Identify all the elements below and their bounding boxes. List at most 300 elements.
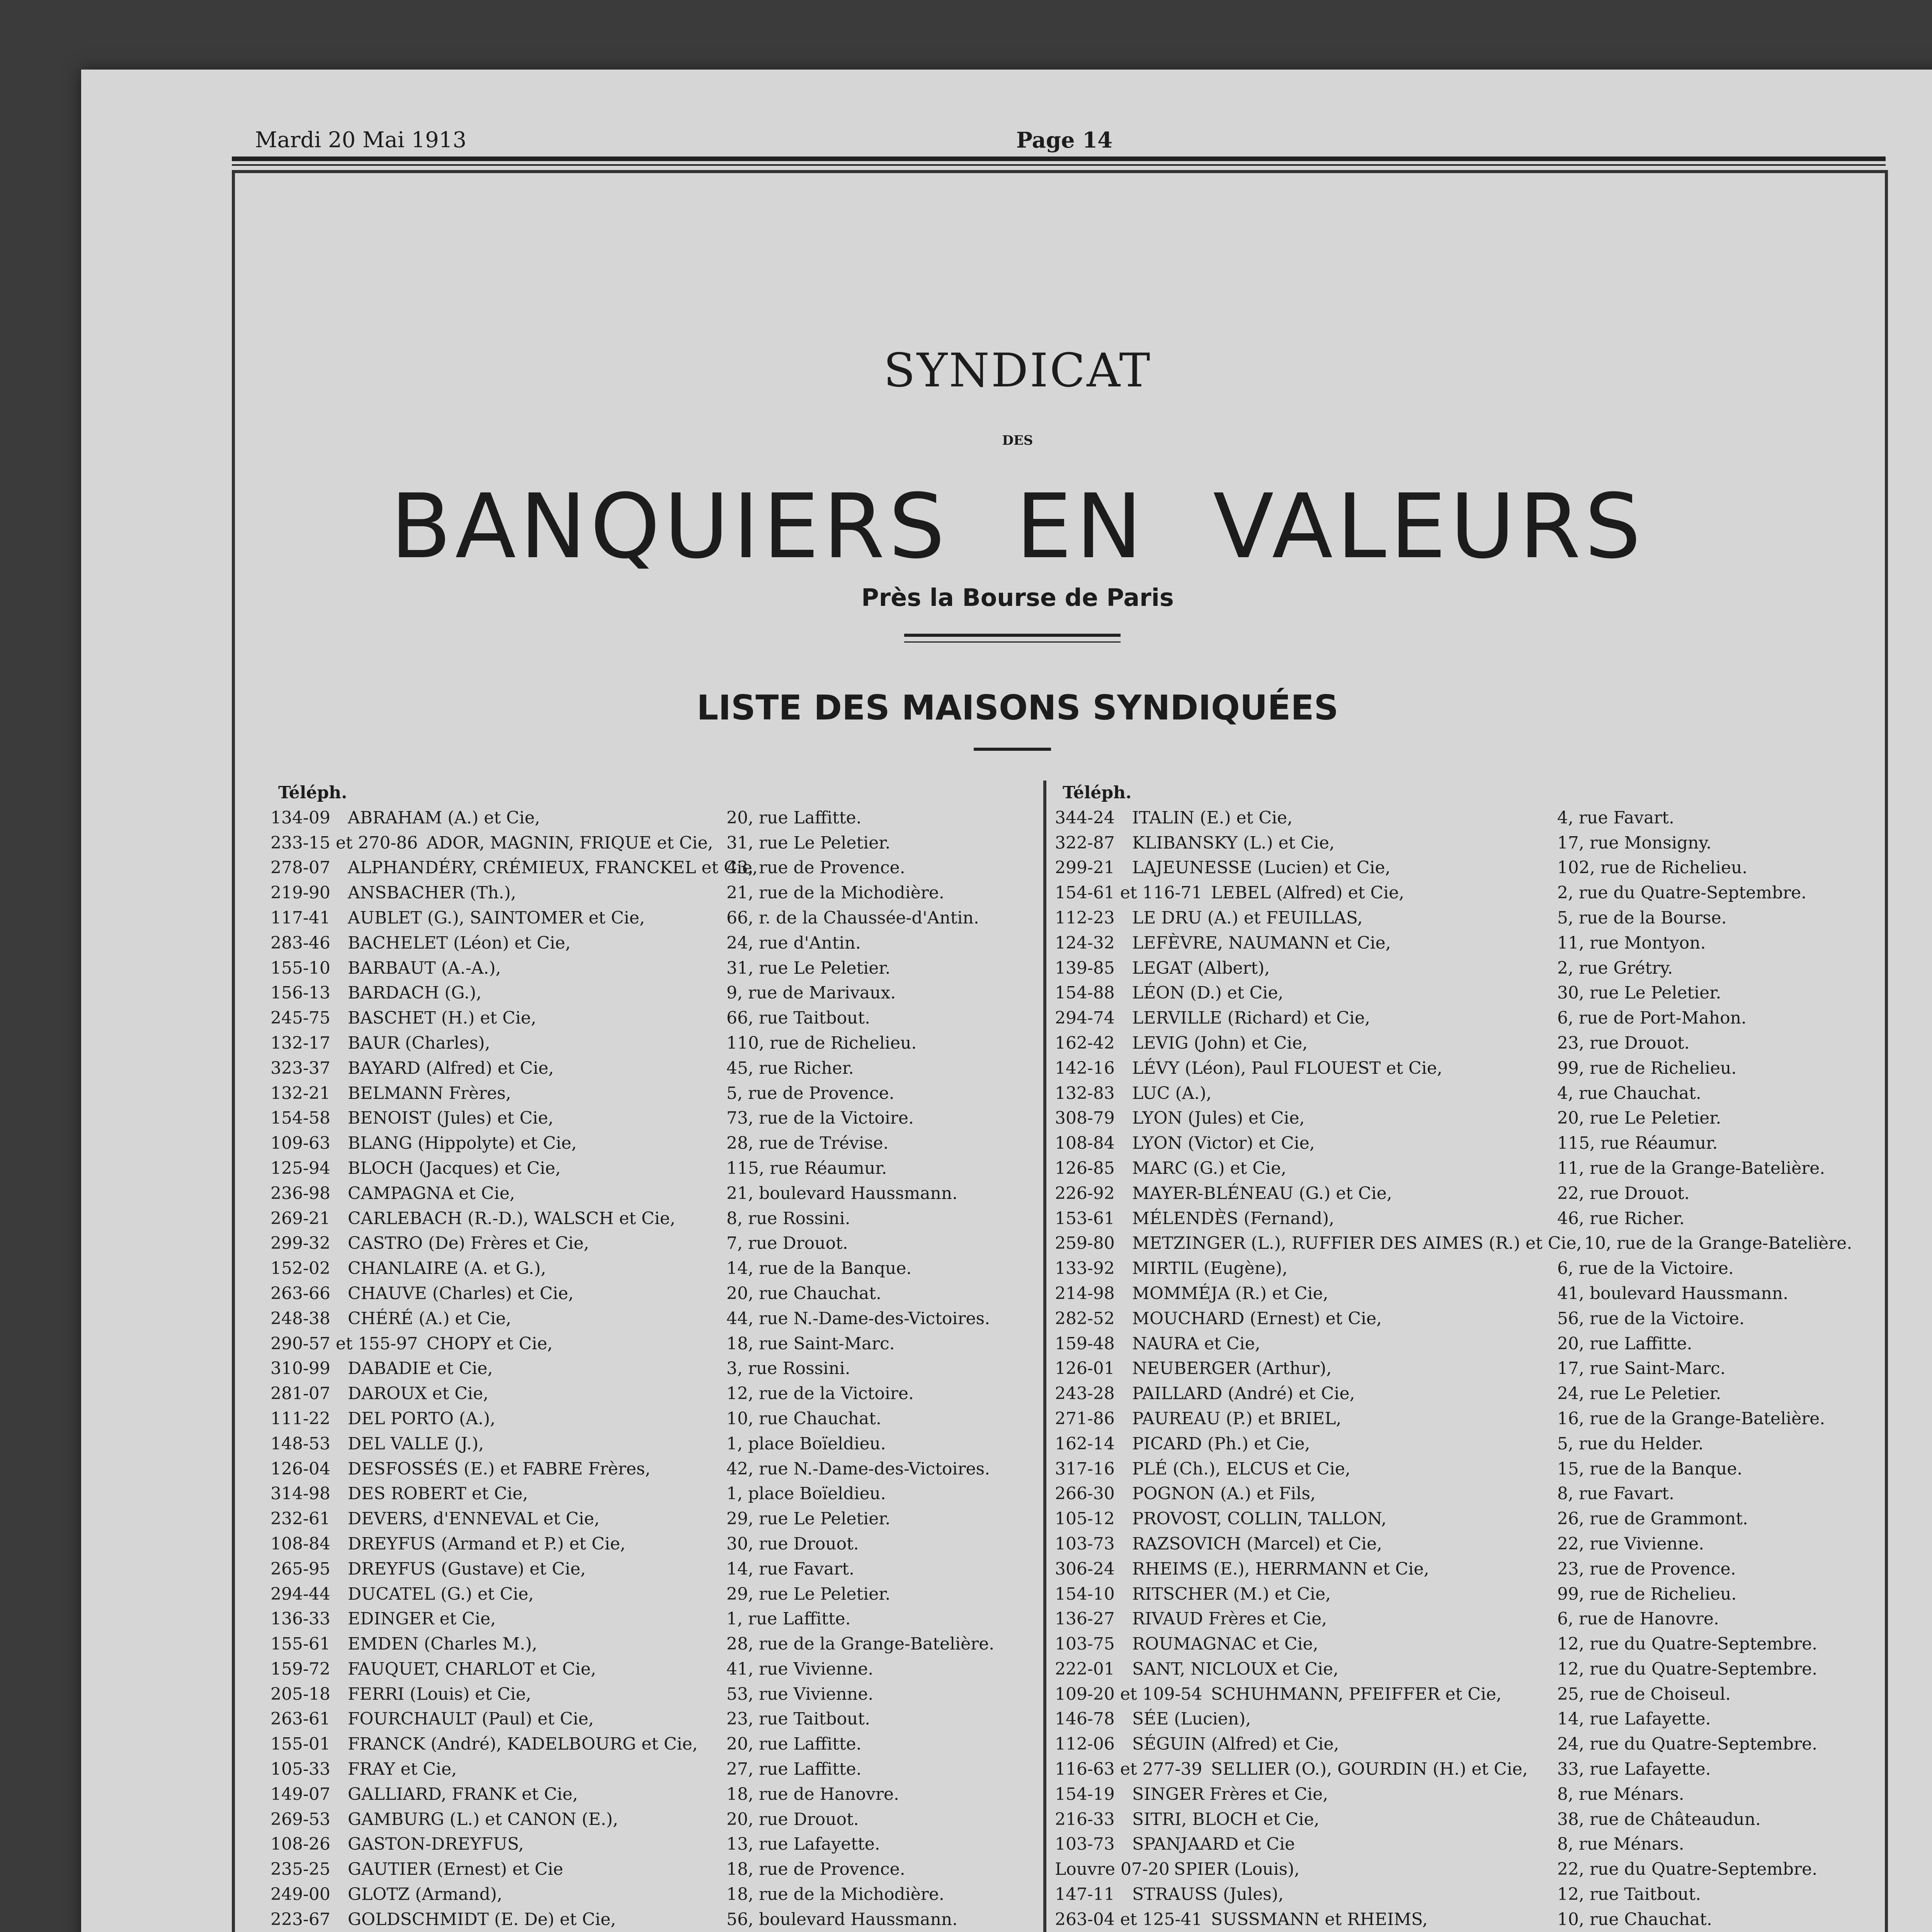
member-name: PAILLARD (André) et Cie, bbox=[1132, 1384, 1355, 1404]
member-name: BELMANN Frères, bbox=[348, 1083, 511, 1103]
member-address: 99, rue de Richelieu. bbox=[1557, 1584, 1737, 1604]
member-address: 24, rue Le Peletier. bbox=[1557, 1384, 1721, 1404]
member-address: 24, rue du Quatre-Septembre. bbox=[1557, 1734, 1818, 1754]
member-address: 13, rue Lafayette. bbox=[726, 1834, 880, 1854]
member-address: 45, rue Richer. bbox=[726, 1058, 854, 1078]
member-entry bbox=[270, 806, 1036, 831]
member-address: 5, rue de la Bourse. bbox=[1557, 908, 1727, 928]
member-address: 66, rue Taitbout. bbox=[726, 1008, 870, 1028]
member-address: 28, rue de Trévise. bbox=[726, 1133, 889, 1153]
member-telephone: 233-15 et 270-86 bbox=[270, 833, 418, 853]
member-telephone: 219-90 bbox=[270, 883, 330, 903]
title-rule bbox=[904, 634, 1121, 637]
member-name: FRAY et Cie, bbox=[348, 1759, 457, 1779]
member-name: BASCHET (H.) et Cie, bbox=[348, 1008, 536, 1028]
member-address: 115, rue Réaumur. bbox=[726, 1158, 887, 1178]
member-name: BARDACH (G.), bbox=[348, 983, 482, 1003]
member-entry bbox=[1055, 1707, 1870, 1732]
member-telephone: 223-67 bbox=[270, 1909, 330, 1929]
telephone-heading: Téléph. bbox=[278, 783, 347, 803]
member-telephone: 125-94 bbox=[270, 1158, 330, 1178]
member-telephone: 156-13 bbox=[270, 983, 330, 1003]
member-telephone: 162-42 bbox=[1055, 1033, 1115, 1053]
member-address: 110, rue de Richelieu. bbox=[726, 1033, 917, 1053]
member-name: LE DRU (A.) et FEUILLAS, bbox=[1132, 908, 1363, 928]
member-name: ITALIN (E.) et Cie, bbox=[1132, 808, 1293, 828]
member-name: RHEIMS (E.), HERRMANN et Cie, bbox=[1132, 1559, 1429, 1579]
member-name: PROVOST, COLLIN, TALLON, bbox=[1132, 1509, 1387, 1529]
member-name: BAUR (Charles), bbox=[348, 1033, 490, 1053]
member-telephone: 317-16 bbox=[1055, 1459, 1115, 1479]
member-address: 23, rue de Provence. bbox=[1557, 1559, 1736, 1579]
member-name: RAZSOVICH (Marcel) et Cie, bbox=[1132, 1534, 1382, 1554]
member-entry bbox=[1055, 1306, 1870, 1332]
member-telephone: 152-02 bbox=[270, 1259, 330, 1279]
member-address: 42, rue N.-Dame-des-Victoires. bbox=[726, 1459, 990, 1479]
members-list-left bbox=[270, 781, 1036, 1932]
member-address: 7, rue Drouot. bbox=[726, 1233, 848, 1253]
member-name: SUSSMANN et RHEIMS, bbox=[1211, 1909, 1428, 1929]
member-address: 21, rue de la Michodière. bbox=[726, 883, 944, 903]
member-name: GALLIARD, FRANK et Cie, bbox=[348, 1784, 578, 1804]
member-telephone: 299-21 bbox=[1055, 858, 1115, 878]
member-telephone: 132-21 bbox=[270, 1083, 330, 1103]
member-address: 24, rue d'Antin. bbox=[726, 933, 861, 953]
member-name: GLOTZ (Armand), bbox=[348, 1884, 502, 1905]
member-telephone: 290-57 et 155-97 bbox=[270, 1333, 418, 1354]
member-name: MÉLENDÈS (Fernand), bbox=[1132, 1208, 1335, 1228]
member-entry bbox=[1055, 1406, 1870, 1432]
member-name: STRAUSS (Jules), bbox=[1132, 1884, 1284, 1905]
member-entry bbox=[270, 1006, 1036, 1031]
member-entry bbox=[270, 1557, 1036, 1582]
member-telephone: 235-25 bbox=[270, 1859, 330, 1879]
member-address: 2, rue Grétry. bbox=[1557, 958, 1673, 978]
member-name: DEL PORTO (A.), bbox=[348, 1408, 496, 1429]
member-address: 41, rue Vivienne. bbox=[726, 1659, 874, 1679]
member-entry bbox=[270, 1281, 1036, 1306]
member-address: 5, rue du Helder. bbox=[1557, 1434, 1704, 1454]
member-name: NEUBERGER (Arthur), bbox=[1132, 1359, 1332, 1379]
member-address: 4, rue Chauchat. bbox=[1557, 1083, 1701, 1103]
member-address: 22, rue Vivienne. bbox=[1557, 1534, 1704, 1554]
member-name: KLIBANSKY (L.) et Cie, bbox=[1132, 833, 1335, 853]
member-address: 21, boulevard Haussmann. bbox=[726, 1183, 958, 1203]
member-telephone: 103-73 bbox=[1055, 1534, 1115, 1554]
member-address: 18, rue de Provence. bbox=[726, 1859, 905, 1879]
member-entry bbox=[270, 831, 1036, 856]
member-telephone: 248-38 bbox=[270, 1308, 330, 1328]
member-address: 10, rue Chauchat. bbox=[1557, 1909, 1712, 1929]
member-telephone: 126-01 bbox=[1055, 1359, 1115, 1379]
member-address: 30, rue Drouot. bbox=[726, 1534, 859, 1554]
member-address: 20, rue Laffitte. bbox=[726, 808, 862, 828]
member-address: 18, rue de Hanovre. bbox=[726, 1784, 899, 1804]
member-entry bbox=[1055, 1181, 1870, 1206]
member-entry bbox=[1055, 855, 1870, 881]
member-address: 41, boulevard Haussmann. bbox=[1557, 1283, 1789, 1303]
member-address: 16, rue de la Grange-Batelière. bbox=[1557, 1408, 1825, 1429]
member-name: SANT, NICLOUX et Cie, bbox=[1132, 1659, 1338, 1679]
member-address: 26, rue de Grammont. bbox=[1557, 1509, 1748, 1529]
member-telephone: 245-75 bbox=[270, 1008, 330, 1028]
member-address: 23, rue Taitbout. bbox=[726, 1709, 870, 1729]
member-telephone: 112-06 bbox=[1055, 1734, 1115, 1754]
member-name: CASTRO (De) Frères et Cie, bbox=[348, 1233, 589, 1253]
member-name: LÉON (D.) et Cie, bbox=[1132, 983, 1284, 1003]
member-entry bbox=[270, 1907, 1036, 1932]
member-telephone: 159-72 bbox=[270, 1659, 330, 1679]
member-telephone: 159-48 bbox=[1055, 1333, 1115, 1354]
member-name: CHANLAIRE (A. et G.), bbox=[348, 1259, 546, 1279]
member-name: ANSBACHER (Th.), bbox=[348, 883, 516, 903]
member-telephone: 154-61 et 116-71 bbox=[1055, 883, 1202, 903]
member-entry bbox=[270, 1106, 1036, 1131]
member-entry bbox=[1055, 1757, 1870, 1782]
member-entry bbox=[1055, 881, 1870, 906]
member-entry bbox=[270, 1532, 1036, 1557]
member-address: 29, rue Le Peletier. bbox=[726, 1584, 891, 1604]
member-entry bbox=[1055, 1006, 1870, 1031]
member-entry bbox=[270, 1857, 1036, 1882]
member-entry bbox=[1055, 1807, 1870, 1832]
member-address: 56, boulevard Haussmann. bbox=[726, 1909, 958, 1929]
member-telephone: 147-11 bbox=[1055, 1884, 1115, 1905]
member-telephone: 314-98 bbox=[270, 1484, 330, 1504]
member-name: LERVILLE (Richard) et Cie, bbox=[1132, 1008, 1370, 1028]
member-name: MIRTIL (Eugène), bbox=[1132, 1259, 1288, 1279]
member-telephone: 155-61 bbox=[270, 1634, 330, 1654]
member-name: PLÉ (Ch.), ELCUS et Cie, bbox=[1132, 1459, 1350, 1479]
member-address: 11, rue Montyon. bbox=[1557, 933, 1706, 953]
member-telephone: 283-46 bbox=[270, 933, 330, 953]
member-name: SELLIER (O.), GOURDIN (H.) et Cie, bbox=[1211, 1759, 1528, 1779]
member-entry bbox=[1055, 1031, 1870, 1056]
member-address: 30, rue Le Peletier. bbox=[1557, 983, 1721, 1003]
member-entry bbox=[270, 1206, 1036, 1231]
member-name: ALPHANDÉRY, CRÉMIEUX, FRANCKEL et Cie, bbox=[348, 858, 758, 878]
member-telephone: 162-14 bbox=[1055, 1434, 1115, 1454]
member-address: 44, rue N.-Dame-des-Victoires. bbox=[726, 1308, 990, 1328]
member-entry bbox=[1055, 1557, 1870, 1582]
member-address: 14, rue Lafayette. bbox=[1557, 1709, 1711, 1729]
member-address: 12, rue du Quatre-Septembre. bbox=[1557, 1634, 1818, 1654]
member-entry bbox=[270, 1356, 1036, 1381]
member-address: 6, rue de Hanovre. bbox=[1557, 1609, 1719, 1629]
member-name: SÉGUIN (Alfred) et Cie, bbox=[1132, 1734, 1339, 1754]
member-name: DEL VALLE (J.), bbox=[348, 1434, 484, 1454]
member-address: 20, rue Chauchat. bbox=[726, 1283, 881, 1303]
member-name: NAURA et Cie, bbox=[1132, 1333, 1260, 1354]
member-name: MOUCHARD (Ernest) et Cie, bbox=[1132, 1308, 1382, 1328]
member-entry bbox=[1055, 1582, 1870, 1607]
member-telephone: 232-61 bbox=[270, 1509, 330, 1529]
member-telephone: 155-10 bbox=[270, 958, 330, 978]
member-entry bbox=[1055, 1657, 1870, 1682]
member-telephone: 133-92 bbox=[1055, 1259, 1115, 1279]
member-entry bbox=[270, 1256, 1036, 1281]
member-telephone: 269-21 bbox=[270, 1208, 330, 1228]
member-entry bbox=[1055, 1782, 1870, 1807]
member-name: LEFÈVRE, NAUMANN et Cie, bbox=[1132, 933, 1391, 953]
member-name: SPIER (Louis), bbox=[1174, 1859, 1300, 1879]
member-name: LÉVY (Léon), Paul FLOUEST et Cie, bbox=[1132, 1058, 1442, 1078]
member-entry bbox=[270, 855, 1036, 881]
member-name: BENOIST (Jules) et Cie, bbox=[348, 1108, 554, 1128]
member-telephone: 126-85 bbox=[1055, 1158, 1115, 1178]
member-name: BLANG (Hippolyte) et Cie, bbox=[348, 1133, 577, 1153]
member-entry bbox=[1055, 1882, 1870, 1907]
member-name: DREYFUS (Gustave) et Cie, bbox=[348, 1559, 586, 1579]
member-name: LYON (Victor) et Cie, bbox=[1132, 1133, 1315, 1153]
member-telephone: 134-09 bbox=[270, 808, 330, 828]
member-address: 8, rue Ménars. bbox=[1557, 1784, 1684, 1804]
member-telephone: 111-22 bbox=[270, 1408, 330, 1429]
member-name: POGNON (A.) et Fils, bbox=[1132, 1484, 1316, 1504]
member-name: DAROUX et Cie, bbox=[348, 1384, 489, 1404]
member-telephone: 226-92 bbox=[1055, 1183, 1115, 1203]
member-name: BAYARD (Alfred) et Cie, bbox=[348, 1058, 554, 1078]
member-entry bbox=[1055, 1206, 1870, 1231]
member-address: 10, rue de la Grange-Batelière. bbox=[1584, 1233, 1852, 1253]
member-entry bbox=[270, 1432, 1036, 1457]
member-telephone: 222-01 bbox=[1055, 1659, 1115, 1679]
member-name: LUC (A.), bbox=[1132, 1083, 1212, 1103]
header-rule bbox=[232, 156, 1886, 166]
member-telephone: 308-79 bbox=[1055, 1108, 1115, 1128]
member-entry bbox=[270, 1832, 1036, 1857]
member-entry bbox=[1055, 906, 1870, 931]
member-address: 10, rue Chauchat. bbox=[726, 1408, 881, 1429]
member-telephone: 236-98 bbox=[270, 1183, 330, 1203]
member-name: FERRI (Louis) et Cie, bbox=[348, 1684, 531, 1704]
member-entry bbox=[270, 1181, 1036, 1206]
member-name: ROUMAGNAC et Cie, bbox=[1132, 1634, 1318, 1654]
member-entry bbox=[270, 906, 1036, 931]
member-entry bbox=[1055, 1732, 1870, 1757]
member-name: METZINGER (L.), RUFFIER DES AIMES (R.) et Cie, bbox=[1132, 1233, 1582, 1253]
member-entry bbox=[270, 1757, 1036, 1782]
member-telephone: 116-63 et 277-39 bbox=[1055, 1759, 1202, 1779]
member-telephone: 105-12 bbox=[1055, 1509, 1115, 1529]
member-name: CHOPY et Cie, bbox=[427, 1333, 553, 1354]
member-telephone: 282-52 bbox=[1055, 1308, 1115, 1328]
member-telephone: 103-75 bbox=[1055, 1634, 1115, 1654]
member-entry bbox=[1055, 1156, 1870, 1181]
telephone-heading: Téléph. bbox=[1063, 783, 1132, 803]
member-telephone: 139-85 bbox=[1055, 958, 1115, 978]
member-telephone: 216-33 bbox=[1055, 1809, 1115, 1829]
member-telephone: 109-20 et 109-54 bbox=[1055, 1684, 1202, 1704]
member-name: CHAUVE (Charles) et Cie, bbox=[348, 1283, 574, 1303]
member-telephone: 294-74 bbox=[1055, 1008, 1115, 1028]
member-entry bbox=[1055, 1281, 1870, 1306]
member-address: 73, rue de la Victoire. bbox=[726, 1108, 914, 1128]
member-entry bbox=[270, 1406, 1036, 1432]
title-main: BANQUIERS EN VALEURS bbox=[390, 475, 1645, 578]
member-telephone: 205-18 bbox=[270, 1684, 330, 1704]
member-name: AUBLET (G.), SAINTOMER et Cie, bbox=[348, 908, 645, 928]
member-address: 66, r. de la Chaussée-d'Antin. bbox=[726, 908, 979, 928]
members-list-right bbox=[1055, 781, 1870, 1932]
member-name: LYON (Jules) et Cie, bbox=[1132, 1108, 1305, 1128]
member-address: 14, rue de la Banque. bbox=[726, 1259, 912, 1279]
member-telephone: 299-32 bbox=[270, 1233, 330, 1253]
member-address: 6, rue de Port-Mahon. bbox=[1557, 1008, 1747, 1028]
member-entry bbox=[1055, 806, 1870, 831]
member-address: 20, rue Laffitte. bbox=[726, 1734, 862, 1754]
member-address: 20, rue Laffitte. bbox=[1557, 1333, 1692, 1354]
member-name: DEVERS, d'ENNEVAL et Cie, bbox=[348, 1509, 600, 1529]
member-entry bbox=[270, 1481, 1036, 1507]
member-name: SITRI, BLOCH et Cie, bbox=[1132, 1809, 1320, 1829]
member-entry bbox=[1055, 1632, 1870, 1657]
member-name: RIVAUD Frères et Cie, bbox=[1132, 1609, 1327, 1629]
member-address: 28, rue de la Grange-Batelière. bbox=[726, 1634, 995, 1654]
member-address: 15, rue de la Banque. bbox=[1557, 1459, 1743, 1479]
member-telephone: 105-33 bbox=[270, 1759, 330, 1779]
member-telephone: 243-28 bbox=[1055, 1384, 1115, 1404]
member-telephone: 306-24 bbox=[1055, 1559, 1115, 1579]
member-name: GAUTIER (Ernest) et Cie bbox=[348, 1859, 563, 1879]
member-address: 8, rue Rossini. bbox=[726, 1208, 850, 1228]
member-name: LEBEL (Alfred) et Cie, bbox=[1211, 883, 1405, 903]
member-telephone: 154-88 bbox=[1055, 983, 1115, 1003]
member-address: 1, place Boïeldieu. bbox=[726, 1434, 886, 1454]
member-address: 1, rue Laffitte. bbox=[726, 1609, 851, 1629]
member-telephone: 263-66 bbox=[270, 1283, 330, 1303]
member-entry bbox=[1055, 831, 1870, 856]
member-telephone: 136-33 bbox=[270, 1609, 330, 1629]
member-address: 3, rue Rossini. bbox=[726, 1359, 850, 1379]
member-telephone: 153-61 bbox=[1055, 1208, 1115, 1228]
member-name: ADOR, MAGNIN, FRIQUE et Cie, bbox=[427, 833, 713, 853]
member-name: GAMBURG (L.) et CANON (E.), bbox=[348, 1809, 618, 1829]
member-address: 17, rue Saint-Marc. bbox=[1557, 1359, 1726, 1379]
member-telephone: 117-41 bbox=[270, 908, 330, 928]
member-name: SCHUHMANN, PFEIFFER et Cie, bbox=[1211, 1684, 1502, 1704]
member-name: BARBAUT (A.-A.), bbox=[348, 958, 501, 978]
member-name: MARC (G.) et Cie, bbox=[1132, 1158, 1286, 1178]
member-name: ABRAHAM (A.) et Cie, bbox=[348, 808, 540, 828]
member-address: 23, rue Drouot. bbox=[1557, 1033, 1690, 1053]
member-name: DESFOSSÉS (E.) et FABRE Frères, bbox=[348, 1459, 651, 1479]
member-telephone: 310-99 bbox=[270, 1359, 330, 1379]
member-address: 8, rue Ménars. bbox=[1557, 1834, 1684, 1854]
member-address: 27, rue Laffitte. bbox=[726, 1759, 862, 1779]
member-name: SÉE (Lucien), bbox=[1132, 1709, 1251, 1729]
member-entry bbox=[1055, 1481, 1870, 1507]
member-address: 99, rue de Richelieu. bbox=[1557, 1058, 1737, 1078]
member-entry bbox=[1055, 1832, 1870, 1857]
member-telephone: 344-24 bbox=[1055, 808, 1115, 828]
member-address: 6, rue de la Victoire. bbox=[1557, 1259, 1734, 1279]
member-address: 11, rue de la Grange-Batelière. bbox=[1557, 1158, 1825, 1178]
member-address: 22, rue Drouot. bbox=[1557, 1183, 1690, 1203]
member-entry bbox=[270, 1507, 1036, 1532]
member-name: MAYER-BLÉNEAU (G.) et Cie, bbox=[1132, 1183, 1392, 1203]
member-entry bbox=[270, 981, 1036, 1006]
member-entry bbox=[1055, 1356, 1870, 1381]
list-heading: LISTE DES MAISONS SYNDIQUÉES bbox=[697, 688, 1338, 728]
member-telephone: 108-84 bbox=[1055, 1133, 1115, 1153]
member-telephone: 112-23 bbox=[1055, 908, 1115, 928]
member-address: 8, rue Favart. bbox=[1557, 1484, 1674, 1504]
member-entry bbox=[270, 1657, 1036, 1682]
member-telephone: 214-98 bbox=[1055, 1283, 1115, 1303]
header-page-number: Page 14 bbox=[1016, 128, 1113, 153]
member-telephone: 146-78 bbox=[1055, 1709, 1115, 1729]
member-entry bbox=[270, 1156, 1036, 1181]
member-name: PAUREAU (P.) et BRIEL, bbox=[1132, 1408, 1342, 1429]
header-date: Mardi 20 Mai 1913 bbox=[255, 128, 467, 153]
member-name: GASTON-DREYFUS, bbox=[348, 1834, 524, 1854]
member-telephone: 148-53 bbox=[270, 1434, 330, 1454]
member-address: 46, rue Richer. bbox=[1557, 1208, 1685, 1228]
member-name: FOURCHAULT (Paul) et Cie, bbox=[348, 1709, 594, 1729]
member-entry bbox=[270, 1707, 1036, 1732]
member-name: PICARD (Ph.) et Cie, bbox=[1132, 1434, 1310, 1454]
member-entry bbox=[270, 1732, 1036, 1757]
member-address: 18, rue de la Michodière. bbox=[726, 1884, 944, 1905]
member-address: 4, rue Favart. bbox=[1557, 808, 1674, 828]
member-telephone: 154-10 bbox=[1055, 1584, 1115, 1604]
member-address: 31, rue Le Peletier. bbox=[726, 833, 891, 853]
member-entry bbox=[270, 1782, 1036, 1807]
list-heading-rule bbox=[974, 748, 1051, 751]
member-entry bbox=[1055, 1682, 1870, 1707]
member-telephone: 259-80 bbox=[1055, 1233, 1115, 1253]
member-entry bbox=[270, 1306, 1036, 1332]
member-telephone: 249-00 bbox=[270, 1884, 330, 1905]
member-telephone: 108-84 bbox=[270, 1534, 330, 1554]
member-entry bbox=[1055, 1907, 1870, 1932]
member-entry bbox=[1055, 1256, 1870, 1281]
member-entry bbox=[270, 1457, 1036, 1482]
member-entry bbox=[270, 1607, 1036, 1632]
member-address: 5, rue de Provence. bbox=[726, 1083, 895, 1103]
member-telephone: 155-01 bbox=[270, 1734, 330, 1754]
member-telephone: 266-30 bbox=[1055, 1484, 1115, 1504]
member-name: DES ROBERT et Cie, bbox=[348, 1484, 528, 1504]
member-address: 25, rue de Choiseul. bbox=[1557, 1684, 1731, 1704]
member-name: MOMMÉJA (R.) et Cie, bbox=[1132, 1283, 1328, 1303]
member-name: FRANCK (André), KADELBOURG et Cie, bbox=[348, 1734, 698, 1754]
member-entry bbox=[270, 1682, 1036, 1707]
member-address: 29, rue Le Peletier. bbox=[726, 1509, 891, 1529]
member-address: 43, rue de Provence. bbox=[726, 858, 905, 878]
member-name: DUCATEL (G.) et Cie, bbox=[348, 1584, 534, 1604]
member-telephone: 108-26 bbox=[270, 1834, 330, 1854]
member-entry bbox=[270, 1582, 1036, 1607]
member-telephone: 124-32 bbox=[1055, 933, 1115, 953]
member-entry bbox=[1055, 1457, 1870, 1482]
member-entry bbox=[1055, 1857, 1870, 1882]
member-entry bbox=[1055, 1056, 1870, 1081]
member-address: 38, rue de Châteaudun. bbox=[1557, 1809, 1761, 1829]
member-entry bbox=[270, 1807, 1036, 1832]
member-telephone: 294-44 bbox=[270, 1584, 330, 1604]
member-telephone: 103-73 bbox=[1055, 1834, 1115, 1854]
member-entry bbox=[270, 1031, 1036, 1056]
member-address: 22, rue du Quatre-Septembre. bbox=[1557, 1859, 1818, 1879]
member-telephone: 323-37 bbox=[270, 1058, 330, 1078]
member-address: 20, rue Drouot. bbox=[726, 1809, 859, 1829]
member-entry bbox=[1055, 1081, 1870, 1106]
title-subtitle: Près la Bourse de Paris bbox=[861, 583, 1174, 612]
member-address: 56, rue de la Victoire. bbox=[1557, 1308, 1745, 1328]
member-entry bbox=[270, 1131, 1036, 1156]
